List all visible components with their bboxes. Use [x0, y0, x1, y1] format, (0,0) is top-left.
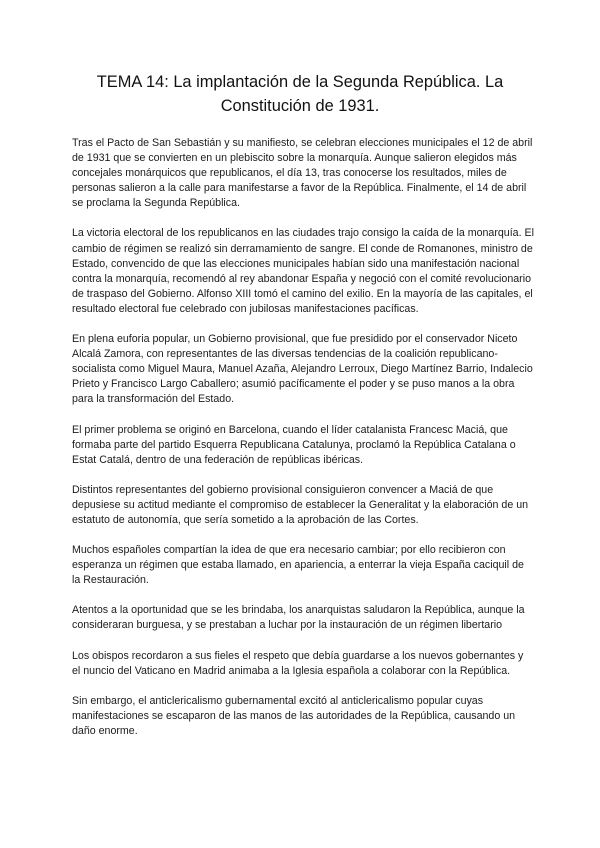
paragraph-5: Distintos representantes del gobierno provisional consiguieron convencer a Maciá de que depusiese su actitud mediante el compromiso de establecer la Generalitat y la elaboración de un estatuto de autonomía, que sería sometido a la aprobación de las Cortes.	[72, 483, 529, 526]
paragraph-7: Atentos a la oportunidad que se les brindaba, los anarquistas saludaron la República, aunque la consideraran burguesa, y se prestaban a luchar por la instauración de un régimen libertario	[72, 604, 525, 632]
paragraph-4: El primer problema se originó en Barcelona, cuando el líder catalanista Francesc Maciá, que formaba parte del partido Esquerra Republicana Catalunya, proclamó la República Catalana o Estat Catalá, dentro de una federación de repúblicas ibéricas.	[72, 423, 516, 466]
document-body	[72, 136, 534, 754]
paragraph-1: Tras el Pacto de San Sebastián y su manifiesto, se celebran elecciones municipales el 12 de abril de 1931 que se convierten en un plebiscito sobre la monarquía. Aunque salieron elegidos más concejales monárquicos que republicanos, el día 13, tras conocerse los resultados, miles de personas salieron a la calle para manifestarse a favor de la República. Finalmente, el 14 de abril se proclama la Segunda República.	[72, 137, 533, 210]
paragraph-3: En plena euforia popular, un Gobierno provisional, que fue presidido por el conservador Niceto Alcalá Zamora, con representantes de las diversas tendencias de la coalición republicano-socialista como Miguel Maura, Manuel Azaña, Alejandro Lerroux, Diego Martínez Barrio, Indalecio Prieto y Francisco Largo Caballero; asumió pacíficamente el poder y se puso manos a la obra para la transformación del Estado.	[72, 333, 533, 406]
page-title: TEMA 14: La implantación de la Segunda República. La Constitución de 1931.	[96, 73, 504, 115]
paragraph-2: La victoria electoral de los republicanos en las ciudades trajo consigo la caída de la monarquía. El cambio de régimen se realizó sin derramamiento de sangre. El conde de Romanones, ministro de Estado, convencido de que las elecciones municipales habían sido una manifestación nacional contra la monarquía, recomendó al rey abandonar España y negoció con el comité revolucionario de traspaso del Gobierno. Alfonso XIII tomó el camino del exilio. En la mayoría de las capitales, el resultado electoral fue celebrado con jubilosas manifestaciones pacíficas.	[72, 227, 534, 315]
paragraph-8: Los obispos recordaron a sus fieles el respeto que debía guardarse a los nuevos gobernantes y el nuncio del Vaticano en Madrid animaba a la Iglesia española a colaborar con la República.	[72, 649, 524, 677]
paragraph-9: Sin embargo, el anticlericalismo gubernamental excitó al anticlericalismo popular cuyas manifestaciones se escaparon de las manos de las autoridades de la República, causando un daño enorme.	[72, 694, 516, 737]
paragraph-6: Muchos españoles compartían la idea de que era necesario cambiar; por ello recibieron con esperanza un régimen que estaba llamado, en apariencia, a enterrar la vieja España caciquil de la Restauración.	[72, 544, 524, 587]
